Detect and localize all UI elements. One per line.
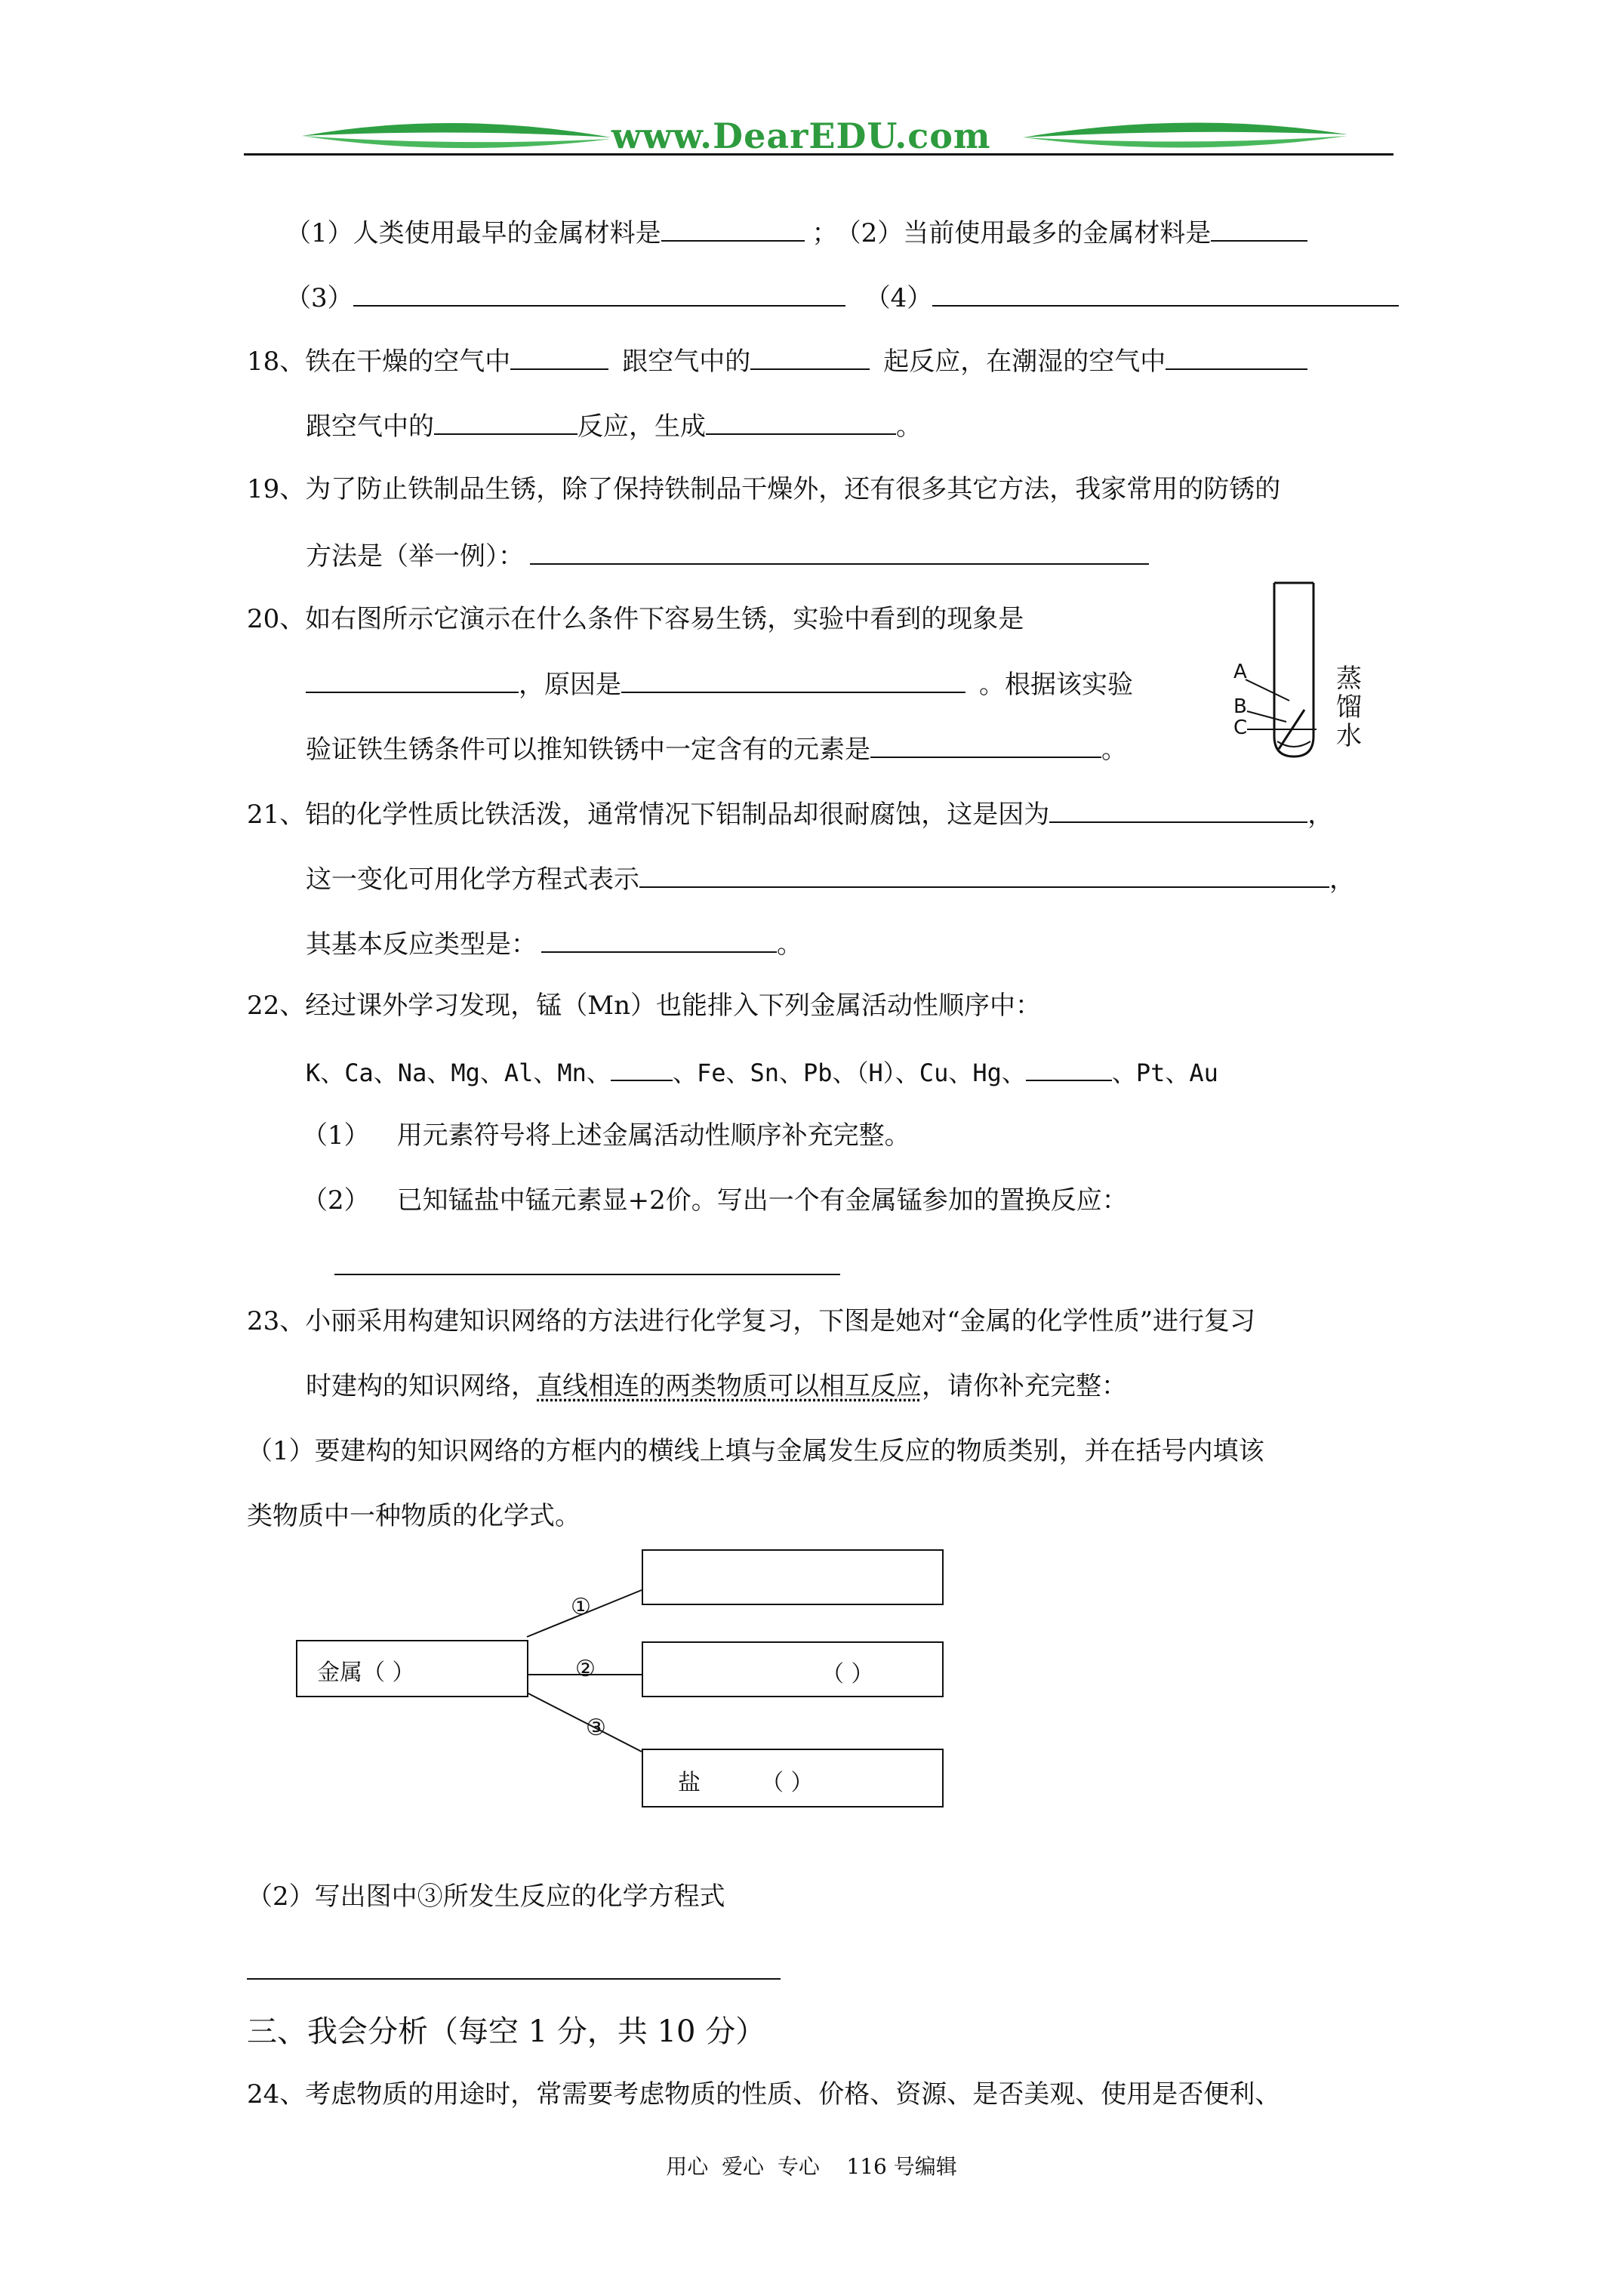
blank-q17-4[interactable]: [932, 279, 1399, 307]
blank-q21-1[interactable]: [1049, 796, 1307, 823]
blank-q17-1[interactable]: [661, 214, 805, 242]
reactant-box-2[interactable]: [642, 1641, 944, 1697]
q22-sub1: （1） 用元素符号将上述金属活动性顺序补充完整。: [302, 1120, 910, 1151]
figure-side-label-1: 蒸: [1336, 664, 1362, 694]
blank-q19[interactable]: [530, 538, 1149, 565]
blank-q20-1[interactable]: [306, 666, 519, 693]
q20-line3: 验证铁生锈条件可以推知铁锈中一定含有的元素是 。: [306, 731, 1127, 766]
logo-text: www.DearEDU.com: [611, 116, 991, 156]
q22-sub2: （2） 已知锰盐中锰元素显+2价。写出一个有金属锰参加的置换反应：: [302, 1185, 1128, 1216]
knowledge-network-diagram: [294, 1548, 951, 1820]
link-mark-3: ③: [586, 1715, 606, 1741]
blank-q21-2[interactable]: [639, 861, 1329, 888]
q21-line1: 21、铝的化学性质比铁活泼，通常情况下铝制品却很耐腐蚀，这是因为 ，: [247, 796, 1333, 831]
figure-side-label-2: 馏: [1336, 692, 1362, 723]
blank-q23-equation[interactable]: [247, 1978, 781, 1980]
swoosh-left-icon: [294, 113, 611, 159]
q22-series: K、Ca、Na、Mg、Al、Mn、 、Fe、Sn、Pb、（H）、Cu、Hg、 、Pt、Au: [306, 1054, 1218, 1089]
reactant-box-1[interactable]: [642, 1549, 944, 1605]
blank-q18-1[interactable]: [510, 343, 608, 370]
test-tube-figure: [1223, 581, 1374, 770]
blank-q21-3[interactable]: [541, 926, 777, 953]
blank-q20-2[interactable]: [621, 666, 965, 693]
blank-q17-3[interactable]: [353, 279, 845, 307]
q24-line1: 24、考虑物质的用途时，常需要考虑物质的性质、价格、资源、是否美观、使用是否便利、: [247, 2079, 1281, 2110]
reactant-box-2-paren: （ ）: [821, 1661, 874, 1687]
blank-q22-3[interactable]: [334, 1274, 840, 1275]
figure-side-label-3: 水: [1336, 721, 1362, 751]
q20-line2: ，原因是 。根据该实验: [306, 666, 1133, 701]
q21-line2: 这一变化可用化学方程式表示 ，: [306, 861, 1355, 896]
q18-line1: 18、铁在干燥的空气中 跟空气中的 起反应，在潮湿的空气中: [247, 343, 1307, 378]
page-footer: 用心 爱心 专心 116 号编辑: [666, 2154, 957, 2179]
blank-q17-2[interactable]: [1211, 214, 1307, 242]
blank-q18-4[interactable]: [434, 408, 577, 435]
q23-sub1-line2: 类物质中一种物质的化学式。: [247, 1501, 581, 1531]
q17-line1: （1）人类使用最早的金属材料是 ； （2）当前使用最多的金属材料是: [285, 214, 1307, 250]
blank-q22-2[interactable]: [1026, 1054, 1112, 1081]
q23-line1: 23、小丽采用构建知识网络的方法进行化学复习，下图是她对“金属的化学性质”进行复习: [247, 1306, 1256, 1336]
blank-q18-5[interactable]: [706, 408, 896, 435]
salt-box-paren: （ ）: [761, 1770, 814, 1796]
figure-label-a: A: [1233, 661, 1247, 683]
link-mark-1: ①: [571, 1594, 591, 1620]
section-3-title: 三、我会分析（每空 1 分，共 10 分）: [247, 2014, 766, 2049]
blank-q20-3[interactable]: [870, 731, 1101, 758]
figure-label-b: B: [1233, 695, 1247, 718]
swoosh-right-icon: [1023, 113, 1347, 159]
salt-box-label: 盐: [678, 1770, 701, 1796]
link-mark-2: ②: [575, 1656, 596, 1682]
metal-box-label: 金属（ ）: [317, 1660, 415, 1686]
q19-line2: 方法是（举一例）：: [306, 538, 1149, 573]
q20-line1: 20、如右图所示它演示在什么条件下容易生锈，实验中看到的现象是: [247, 604, 1024, 634]
q17-line2: （3） （4）: [285, 279, 1399, 315]
q21-line3: 其基本反应类型是： 。: [306, 926, 802, 961]
q23-sub1-line1: （1）要建构的知识网络的方框内的横线上填与金属发生反应的物质类别，并在括号内填该: [247, 1436, 1264, 1466]
header-rule: [244, 153, 1394, 156]
q23-sub2: （2）写出图中③所发生反应的化学方程式: [247, 1881, 725, 1912]
header-logo: [294, 113, 1351, 159]
q23-line2: 时建构的知识网络，直线相连的两类物质可以相互反应，请你补充完整：: [306, 1371, 1127, 1401]
q22-line1: 22、经过课外学习发现，锰（Mn）也能排入下列金属活动性顺序中：: [247, 991, 1041, 1021]
q18-line2: 跟空气中的 反应，生成 。: [306, 408, 922, 443]
figure-label-c: C: [1233, 717, 1248, 739]
blank-q18-3[interactable]: [1166, 343, 1307, 370]
blank-q18-2[interactable]: [750, 343, 870, 370]
q19-line1: 19、为了防止铁制品生锈，除了保持铁制品干燥外，还有很多其它方法，我家常用的防锈的: [247, 474, 1281, 504]
blank-q22-1[interactable]: [611, 1054, 673, 1081]
